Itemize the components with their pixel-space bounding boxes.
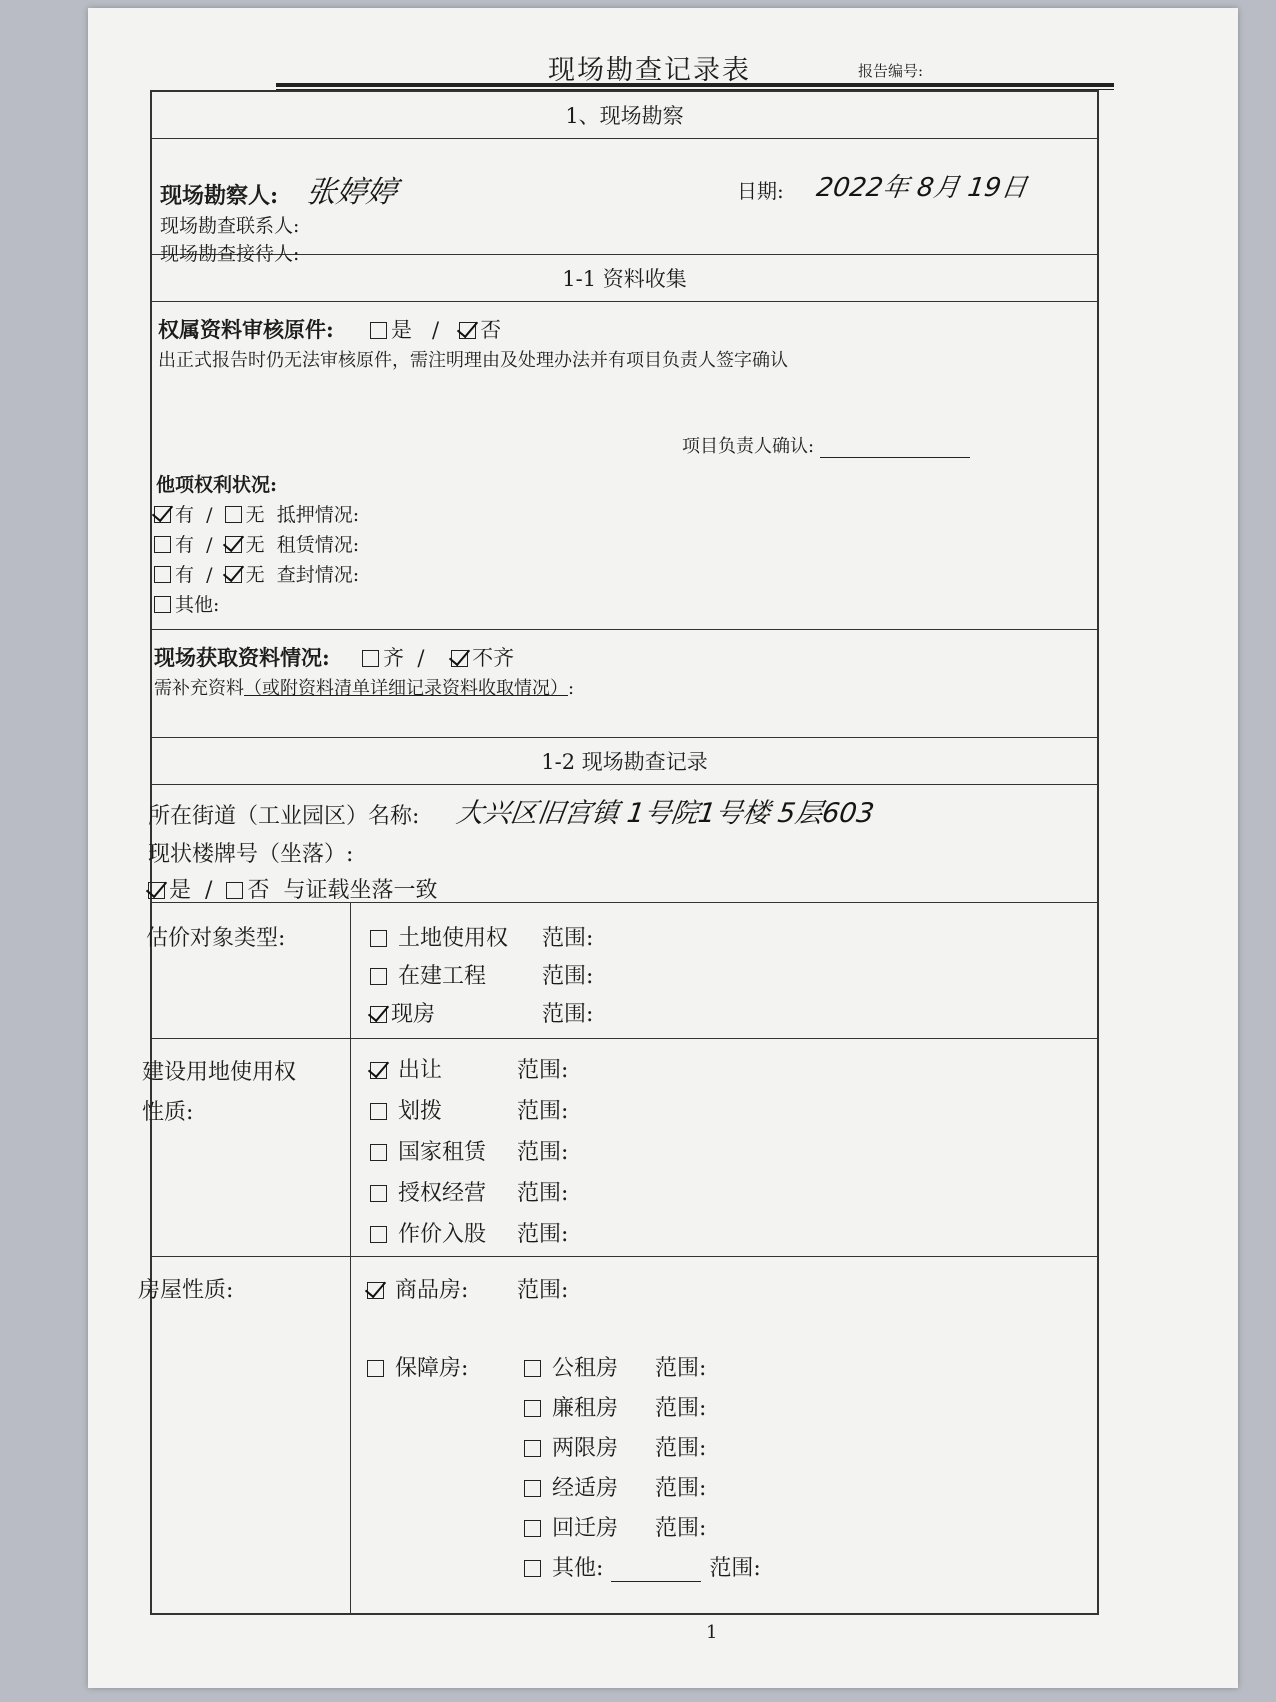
land-use-allocation: [370, 1094, 442, 1125]
page-title: 现场勘查记录表: [548, 55, 751, 86]
object-type-land: [370, 921, 508, 952]
mortgage-yes-checkbox[interactable]: [154, 506, 171, 523]
affordable-other: [524, 1551, 761, 1582]
audit-note: 出正式报告时仍无法审核原件，需注明理由及处理办法并有项目负责人签字确认: [158, 350, 788, 371]
pm-confirm-label: [682, 432, 970, 458]
mortgage-yes-label: 有: [175, 504, 195, 526]
public-rental-label: 公租房: [552, 1356, 619, 1381]
equity-range: 范围:: [517, 1222, 569, 1247]
rights-row-mortgage: [154, 500, 359, 527]
low-rent-label: 廉租房: [552, 1396, 619, 1421]
equity-checkbox[interactable]: [370, 1226, 387, 1243]
rights-row-seizure: [154, 560, 359, 587]
existing-house-label: 现房: [391, 1002, 436, 1027]
commercial-range: 范围:: [517, 1278, 569, 1303]
title-rule: [276, 83, 1114, 90]
seizure-label: 查封情况:: [276, 564, 360, 586]
section-heading-1: 1、现场勘察: [152, 92, 1097, 139]
construction-range: 范围:: [542, 964, 594, 989]
rights-row-other: [154, 590, 219, 617]
authorized-range: 范围:: [517, 1181, 569, 1206]
commercial-label: 商品房:: [395, 1278, 469, 1303]
other-rights-checkbox[interactable]: [154, 596, 171, 613]
grant-range: 范围:: [517, 1058, 569, 1083]
grant-label: 出让: [398, 1058, 443, 1083]
land-use-equity: [370, 1217, 486, 1248]
land-use-grant: [370, 1053, 442, 1084]
seizure-separator: /: [206, 564, 213, 586]
column-divider: [350, 1039, 351, 1256]
pm-signature-line[interactable]: [820, 439, 970, 458]
supplement-note: （或附资料清单详细记录资料收取情况）: [244, 678, 568, 699]
price-limited-range: 范围:: [655, 1436, 707, 1461]
lease-yes-label: 有: [175, 534, 195, 556]
section-heading-1-1: 1-1 资料收集: [152, 255, 1097, 302]
contact-label: 现场勘查联系人:: [160, 215, 300, 237]
affordable-label: 保障房:: [395, 1356, 469, 1381]
consistent-no-label: 否: [247, 878, 270, 903]
land-use-state-lease: [370, 1135, 486, 1166]
column-divider: [350, 903, 351, 1038]
allocation-label: 划拨: [398, 1099, 443, 1124]
seizure-no-label: 无: [245, 564, 265, 586]
affordable-other-label: 其他:: [552, 1556, 604, 1581]
inspector-block: [152, 139, 1097, 265]
land-use-authorized: [370, 1176, 486, 1207]
consistent-text: 与证载坐落一致: [283, 878, 438, 903]
commercial-checkbox[interactable]: [367, 1282, 384, 1299]
existing-house-range: 范围:: [542, 1002, 594, 1027]
allocation-range: 范围:: [517, 1099, 569, 1124]
record-form: [138, 90, 1099, 1615]
affordable-other-range: 范围:: [709, 1556, 761, 1581]
audit-options: [370, 314, 501, 344]
land-use-label-2: 性质:: [142, 1100, 194, 1125]
state-lease-checkbox[interactable]: [370, 1144, 387, 1161]
object-type-block: [146, 903, 1097, 1039]
supplement-colon: :: [568, 678, 575, 699]
economic-label: 经适房: [552, 1476, 619, 1501]
onsite-materials-block: [152, 630, 1097, 738]
object-type-existing: [370, 997, 435, 1028]
existing-house-checkbox[interactable]: [370, 1006, 387, 1023]
object-type-label: 估价对象类型:: [146, 926, 286, 951]
audit-no-label: 否: [480, 318, 502, 342]
lease-yes-checkbox[interactable]: [154, 536, 171, 553]
audit-yes-label: 是: [391, 318, 412, 342]
address-block: [148, 785, 1097, 903]
lease-separator: /: [206, 534, 213, 556]
commercial-house: [367, 1273, 468, 1304]
consistent-yes-label: 是: [169, 878, 192, 903]
affordable-public-rental: [524, 1351, 618, 1382]
lease-no-label: 无: [245, 534, 265, 556]
report-number-label: 报告编号:: [858, 62, 924, 80]
column-divider: [350, 1257, 351, 1613]
consistent-separator: /: [205, 878, 213, 903]
audit-separator: /: [432, 318, 440, 342]
affordable-low-rent: [524, 1391, 618, 1422]
construction-checkbox[interactable]: [370, 968, 387, 985]
house-nature-block: [138, 1257, 1097, 1613]
authorized-label: 授权经营: [398, 1181, 487, 1206]
seizure-yes-label: 有: [175, 564, 195, 586]
grant-checkbox[interactable]: [370, 1062, 387, 1079]
page-number: 1: [706, 1622, 718, 1643]
audit-no-checkbox[interactable]: [459, 322, 476, 339]
inspector-label: 现场勘察人:: [160, 183, 279, 209]
economic-checkbox[interactable]: [524, 1480, 541, 1497]
consistent-yes-checkbox[interactable]: [148, 882, 165, 899]
audit-label: 权属资料审核原件:: [158, 317, 334, 342]
audit-yes-checkbox[interactable]: [370, 322, 387, 339]
public-rental-checkbox[interactable]: [524, 1360, 541, 1377]
rights-row-lease: [154, 530, 359, 557]
state-lease-label: 国家租赁: [398, 1140, 487, 1165]
land-right-range: 范围:: [542, 926, 594, 951]
land-use-block: [142, 1039, 1097, 1257]
land-right-checkbox[interactable]: [370, 930, 387, 947]
mortgage-label: 抵押情况:: [276, 504, 360, 526]
economic-range: 范围:: [655, 1476, 707, 1501]
other-rights-other-label: 其他:: [175, 594, 220, 616]
date-label: 日期:: [737, 179, 784, 203]
construction-label: 在建工程: [398, 964, 487, 989]
affordable-checkbox[interactable]: [367, 1360, 384, 1377]
street-value: 大兴区旧宫镇 1号院1号楼 5层603: [454, 798, 876, 829]
seizure-no-checkbox[interactable]: [225, 566, 242, 583]
affordable-resettlement: [524, 1511, 618, 1542]
supplement-line: [154, 674, 574, 700]
other-rights-label: 他项权利状况:: [156, 474, 278, 496]
allocation-checkbox[interactable]: [370, 1103, 387, 1120]
public-rental-range: 范围:: [655, 1356, 707, 1381]
equity-label: 作价入股: [398, 1222, 487, 1247]
mortgage-no-label: 无: [245, 504, 265, 526]
price-limited-checkbox[interactable]: [524, 1440, 541, 1457]
date-value: 2022年 8月 19日: [814, 173, 1030, 203]
land-right-label: 土地使用权: [398, 926, 509, 951]
resettlement-range: 范围:: [655, 1516, 707, 1541]
receiver-label: 现场勘查接待人:: [160, 243, 300, 265]
onsite-separator: /: [417, 646, 425, 670]
section-heading-1-2: 1-2 现场勘查记录: [152, 738, 1097, 785]
onsite-label: 现场获取资料情况:: [154, 645, 330, 670]
onsite-complete-label: 齐: [383, 646, 404, 670]
state-lease-range: 范围:: [517, 1140, 569, 1165]
authorized-checkbox[interactable]: [370, 1185, 387, 1202]
supplement-label: 需补充资料: [154, 678, 244, 699]
seizure-yes-checkbox[interactable]: [154, 566, 171, 583]
onsite-incomplete-checkbox[interactable]: [451, 650, 468, 667]
ownership-block: [152, 302, 1097, 630]
consistency-row: [148, 873, 437, 904]
mortgage-no-checkbox[interactable]: [225, 506, 242, 523]
low-rent-range: 范围:: [655, 1396, 707, 1421]
mortgage-separator: /: [206, 504, 213, 526]
onsite-complete-checkbox[interactable]: [362, 650, 379, 667]
low-rent-checkbox[interactable]: [524, 1400, 541, 1417]
land-use-label-1: 建设用地使用权: [142, 1060, 297, 1085]
affordable-house: [367, 1351, 468, 1382]
resettlement-label: 回迁房: [552, 1516, 619, 1541]
inspector-signature: 张婷婷: [304, 175, 399, 210]
price-limited-label: 两限房: [552, 1436, 619, 1461]
resettlement-checkbox[interactable]: [524, 1520, 541, 1537]
onsite-incomplete-label: 不齐: [472, 646, 515, 670]
affordable-price-limited: [524, 1431, 618, 1462]
house-nature-label: 房屋性质:: [138, 1278, 234, 1303]
affordable-other-blank[interactable]: [611, 1563, 701, 1582]
street-label: 所在街道（工业园区）名称:: [148, 804, 420, 829]
lease-label: 租赁情况:: [276, 534, 360, 556]
pm-confirm-text: 项目负责人确认:: [682, 436, 815, 457]
affordable-other-checkbox[interactable]: [524, 1560, 541, 1577]
object-type-construction: [370, 959, 486, 990]
plate-label: 现状楼牌号（坐落）:: [148, 842, 354, 867]
affordable-economic: [524, 1471, 618, 1502]
onsite-options: [362, 642, 514, 672]
consistent-no-checkbox[interactable]: [226, 882, 243, 899]
lease-no-checkbox[interactable]: [225, 536, 242, 553]
